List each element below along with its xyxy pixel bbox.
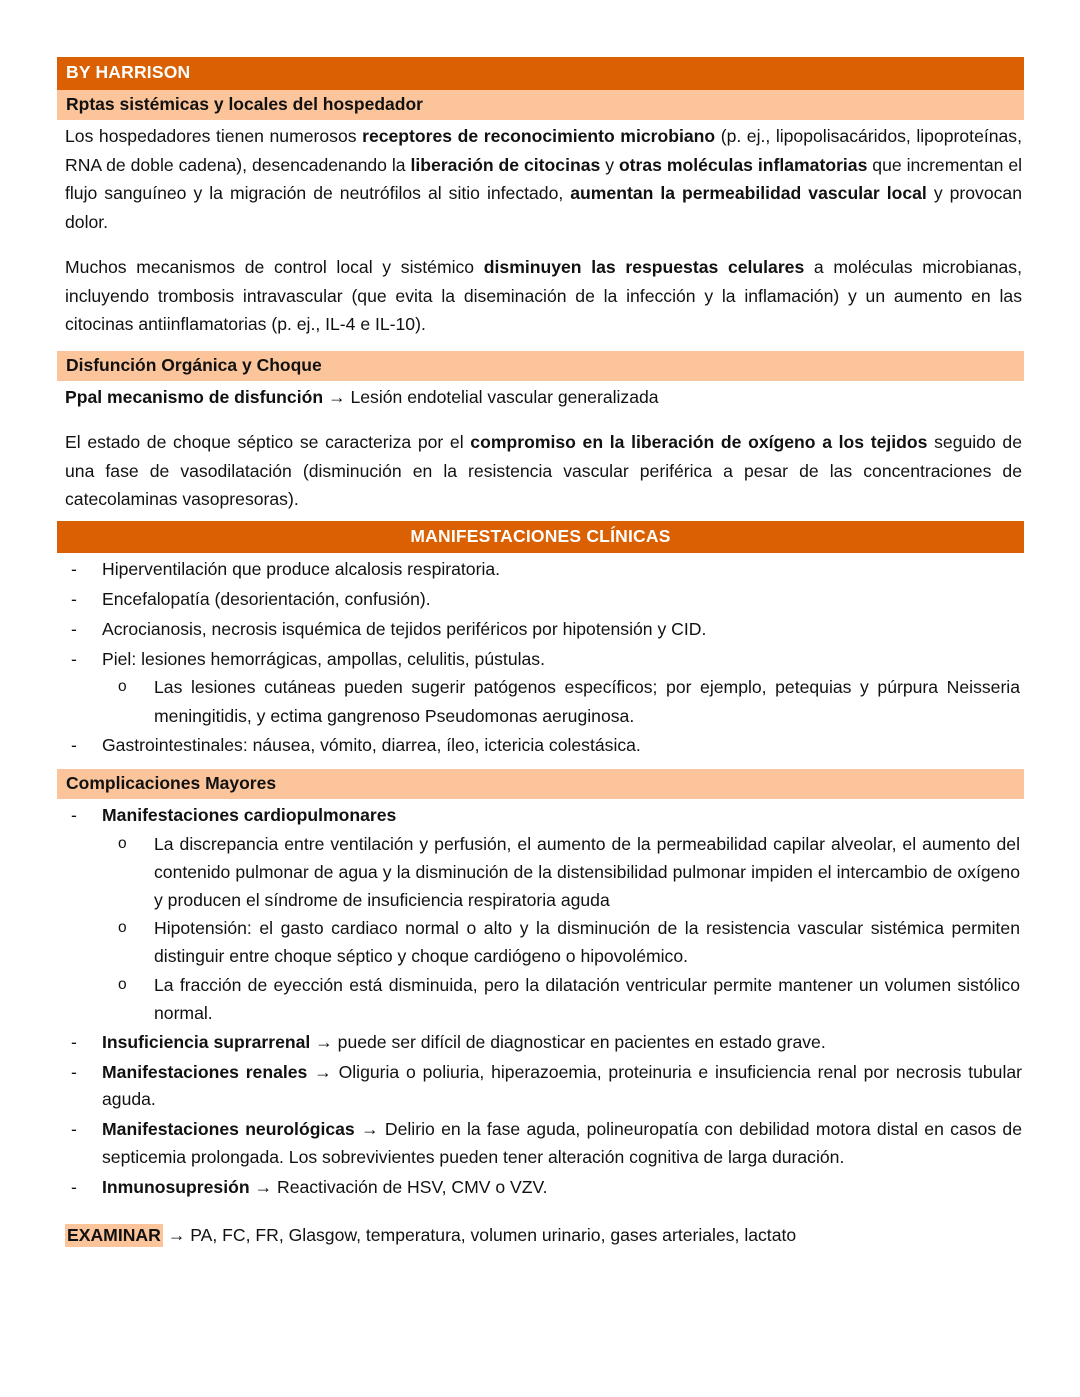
manifestaciones-list (57, 556, 1024, 759)
arrow-icon: → (328, 387, 346, 407)
bullet-dash-icon: - (71, 1119, 77, 1140)
sub-list-item (102, 673, 1022, 729)
list-item (57, 556, 1024, 584)
bullet-dash-icon: - (71, 734, 77, 755)
sub-list-item-text: Hipotensión: el gasto cardiaco normal o alto y la disminución de la resistencia vascular sistémica permiten distinguir entre choque séptico y choque cardiógeno o hipovolémico. (154, 918, 1020, 967)
list-item-text: Hiperventilación que produce alcalosis respiratoria. (102, 559, 501, 580)
text-run-bold: compromiso en la liberación de oxígeno a los tejidos (470, 432, 928, 453)
examinar-line (57, 1222, 1024, 1249)
section-heading-complicaciones (57, 769, 1024, 800)
bullet-circle-icon: o (118, 834, 127, 852)
text-run: Los hospedadores tienen numerosos (65, 126, 363, 146)
bullet-dash-icon: - (71, 589, 77, 610)
list-item-text: Oliguria o poliuria, hiperazoemia, proteinuria e insuficiencia renal por necrosis tubular aguda. (102, 1061, 1022, 1110)
bullet-circle-icon: o (118, 919, 127, 937)
list-item (57, 586, 1024, 614)
list-item (57, 802, 1024, 1027)
arrow-icon: → (361, 1119, 379, 1140)
text-run: (p. ej., lipopolisacáridos, lipoproteínas, RNA de doble cadena), desencadenando la (65, 126, 1022, 175)
list-item-text: Delirio en la fase aguda, polineuropatía con debilidad motora distal en casos de septicemia prolongada. Los sobrevivientes pueden tener alteración cognitiva de larga duración. (102, 1119, 1022, 1167)
text-run-bold: disminuyen las respuestas celulares (483, 257, 805, 277)
list-item-text: Gastrointestinales: náusea, vómito, diarrea, íleo, ictericia colestásica. (102, 734, 641, 755)
list-item-bold-label: Manifestaciones renales (102, 1061, 308, 1082)
text-run-bold: otras moléculas inflamatorias (618, 154, 868, 175)
section-heading-rptas-label: Rptas sistémicas y locales del hospedador (66, 93, 423, 114)
list-item-bold-label: Inmunosupresión (102, 1176, 250, 1197)
list-item-bold-label: Manifestaciones cardiopulmonares (102, 805, 397, 826)
bullet-dash-icon: - (71, 1176, 77, 1197)
section-heading-manifestaciones (57, 521, 1024, 554)
paragraph-rptas-1 (57, 122, 1024, 236)
paragraph-rptas-2 (57, 253, 1024, 339)
arrow-icon: → (254, 1176, 273, 1197)
bullet-dash-icon: - (71, 559, 77, 580)
bullet-circle-icon: o (118, 678, 127, 696)
arrow-icon: → (315, 1031, 333, 1052)
list-item (57, 646, 1024, 730)
text-run: Lesión endotelial vascular generalizada (345, 387, 659, 407)
text-run: El estado de choque séptico se caracteriza por el (65, 432, 471, 453)
list-item (57, 1174, 1024, 1202)
text-run: Muchos mecanismos de control local y sistémico (65, 257, 484, 277)
list-item (57, 1029, 1024, 1057)
sub-list-item (102, 971, 1022, 1027)
text-run-bold: Ppal mecanismo de disfunción (65, 387, 324, 407)
complicaciones-sublist (102, 830, 1022, 1027)
disfuncion-mechanism (57, 384, 1024, 411)
list-item (57, 1116, 1024, 1172)
text-run-bold: aumentan la permeabilidad vascular local (570, 183, 927, 203)
bullet-dash-icon: - (71, 1031, 77, 1052)
header-banner (57, 57, 1024, 90)
text-run: y provocan dolor. (65, 183, 1022, 232)
section-heading-disfuncion-label: Disfunción Orgánica y Choque (66, 354, 322, 375)
list-item-text: puede ser difícil de diagnosticar en pacientes en estado grave. (332, 1031, 826, 1052)
header-banner-label: BY HARRISON (66, 62, 191, 82)
bullet-circle-icon: o (118, 975, 127, 993)
sub-list-item-text: La discrepancia entre ventilación y perfusión, el aumento de la permeabilidad capilar alveolar, el aumento del contenido pulmonar de agua y la disminución de la distensibilidad pulmonar impiden el intercambio de oxígeno y producen el síndrome de insuficiencia respiratoria aguda (154, 833, 1020, 911)
bullet-dash-icon: - (71, 618, 77, 639)
section-heading-complicaciones-label: Complicaciones Mayores (66, 772, 277, 793)
text-run: a moléculas microbianas, incluyendo trombosis intravascular (que evita la diseminación de la infección y la inflamación) y un aumento en las citocinas antiinflamatorias (p. ej., IL-4 e IL-10). (65, 257, 1022, 334)
sub-list-item-text: Las lesiones cutáneas pueden sugerir patógenos específicos; por ejemplo, petequias y púrpura Neisseria meningitidis, y ectima gangrenoso Pseudomonas aeruginosa. (154, 677, 1020, 726)
spacer (57, 514, 1024, 521)
sub-list-item-text: La fracción de eyección está disminuida, pero la dilatación ventricular permite mantener un volumen sistólico normal. (154, 974, 1020, 1023)
paragraph-disfuncion (57, 428, 1024, 514)
bullet-dash-icon: - (71, 805, 77, 826)
spacer (57, 339, 1024, 351)
text-run-bold: receptores de reconocimiento microbiano (362, 126, 716, 146)
sub-list-item (102, 914, 1022, 970)
list-item-text: Piel: lesiones hemorrágicas, ampollas, celulitis, pústulas. (102, 648, 545, 669)
spacer (57, 762, 1024, 769)
section-heading-disfuncion (57, 351, 1024, 382)
examinar-text: PA, FC, FR, Glasgow, temperatura, volumen urinario, gases arteriales, lactato (185, 1224, 797, 1245)
arrow-icon: → (167, 1224, 186, 1245)
list-item-bold-label: Manifestaciones neurológicas (102, 1119, 355, 1140)
list-item-text: Reactivación de HSV, CMV o VZV. (272, 1176, 548, 1197)
text-run-bold: liberación de citocinas (410, 154, 601, 175)
manifestaciones-sublist (102, 673, 1022, 729)
list-item-bold-label: Insuficiencia suprarrenal (102, 1031, 311, 1052)
list-item-text: Encefalopatía (desorientación, confusión). (102, 589, 431, 610)
list-item (57, 732, 1024, 760)
section-heading-manifestaciones-label: MANIFESTACIONES CLÍNICAS (410, 525, 671, 546)
bullet-dash-icon: - (71, 648, 77, 669)
examinar-highlight-label: EXAMINAR (67, 1224, 161, 1245)
sub-list-item (102, 830, 1022, 914)
text-run: seguido de una fase de vasodilatación (disminución en la resistencia vascular periférica a pesar de las concentraciones de catecolaminas vasopresoras). (65, 432, 1022, 510)
text-run: y (600, 154, 619, 175)
list-item-text: Acrocianosis, necrosis isquémica de tejidos periféricos por hipotensión y CID. (102, 618, 707, 639)
arrow-icon: → (314, 1061, 332, 1082)
section-heading-rptas (57, 90, 1024, 121)
list-item (57, 1059, 1024, 1115)
list-item (57, 616, 1024, 644)
bullet-dash-icon: - (71, 1061, 77, 1082)
text-run: que incrementan el flujo sanguíneo y la migración de neutrófilos al sitio infectado, (65, 154, 1023, 203)
complicaciones-list (57, 802, 1024, 1202)
